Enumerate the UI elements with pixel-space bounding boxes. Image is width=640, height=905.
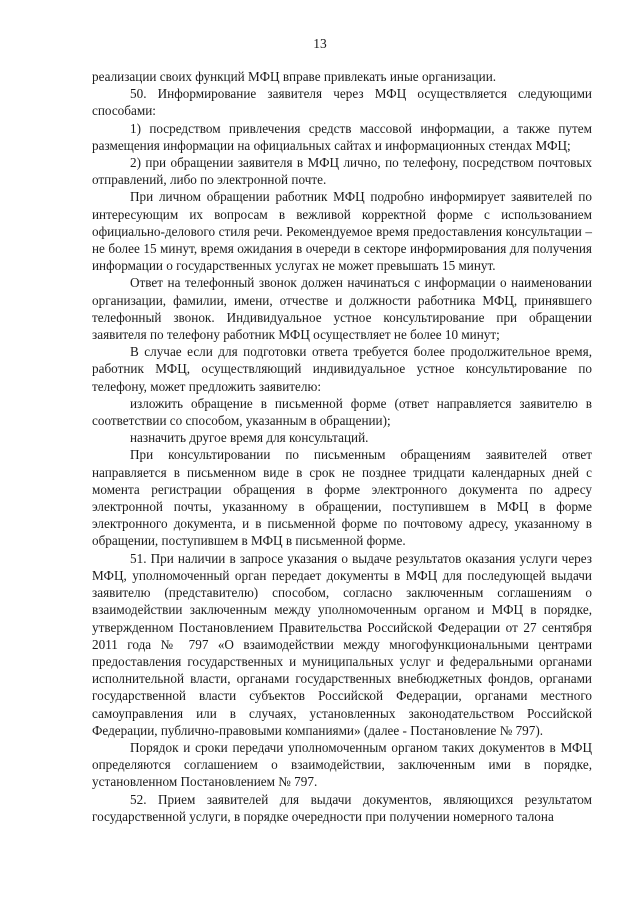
paragraph: Ответ на телефонный звонок должен начинаться с информации о наименовании организации, фамилии, имени, отчестве и должности работника МФЦ, принявшего телефонный звонок. Индивидуальное устное консультирование при обращении заявителя по телефону работник МФЦ осуществляет не более 10 минут;: [92, 275, 592, 343]
paragraph: 50. Информирование заявителя через МФЦ осуществляется следующими способами:: [92, 86, 592, 119]
paragraph: 2) при обращении заявителя в МФЦ лично, по телефону, посредством почтовых отправлений, либо по электронной почте.: [92, 155, 592, 188]
paragraph: 1) посредством привлечения средств массовой информации, а также путем размещения информации на официальных сайтах и информационных стендах МФЦ;: [92, 120, 592, 153]
paragraph: 51. При наличии в запросе указания о выдаче результатов оказания услуги через МФЦ, уполномоченный орган передает документы в МФЦ для последующей выдачи заявителю (представителю) способом, согласно заключенным соглашениям о взаимодействии заключенным между уполномоченным органом и МФЦ в порядке, утвержденном Постановлением Правительства Российской Федерации от 27 сентября 2011 года № 797 «О взаимодействии между многофункциональными центрами предоставления государственных и муниципальных услуг и федеральными органами исполнительной власти, органами государственных внебюджетных фондов, органами государственной власти субъектов Российской Федерации, органами местного самоуправления или в случаях, установленных законодательством Российской Федерации, публично-правовыми компаниями» (далее - Постановление № 797).: [92, 550, 592, 738]
paragraph: Порядок и сроки передачи уполномоченным органом таких документов в МФЦ определяются соглашением о взаимодействии, заключенным ими в порядке, установленном Постановлением № 797.: [92, 739, 592, 790]
paragraph: назначить другое время для консультаций.: [130, 430, 369, 446]
paragraph: изложить обращение в письменной форме (ответ направляется заявителю в соответствии со способом, указанным в обращении);: [92, 395, 592, 429]
paragraph: При личном обращении работник МФЦ подробно информирует заявителей по интересующим их вопросам в вежливой корректной форме с использованием официально-делового стиля речи. Рекомендуемое время предоставления консультации – не более 15 минут, время ожидания в очереди в секторе информирования для получения информации о государственных услугах не может превышать 15 минут.: [92, 189, 592, 274]
paragraph: При консультировании по письменным обращениям заявителей ответ направляется в письменном виде в срок не позднее тридцати календарных дней с момента регистрации обращения в форме электронного документа по адресу электронной почты, указанному в обращении, поступившем в МФЦ в форме электронного документа, и в письменной форме по почтовому адресу, указанному в обращении, поступившем в МФЦ в письменной форме.: [92, 447, 592, 549]
page-number: 13: [313, 36, 327, 51]
paragraph: В случае если для подготовки ответа требуется более продолжительное время, работник МФЦ, осуществляющий индивидуальное устное консультирование по телефону, может предложить заявителю:: [92, 344, 592, 394]
document-body: [92, 68, 592, 825]
paragraph: 52. Прием заявителей для выдачи документов, являющихся результатом государственной услуги, в порядке очередности при получении номерного талона: [92, 791, 592, 824]
paragraph: реализации своих функций МФЦ вправе привлекать иные организации.: [92, 69, 497, 84]
